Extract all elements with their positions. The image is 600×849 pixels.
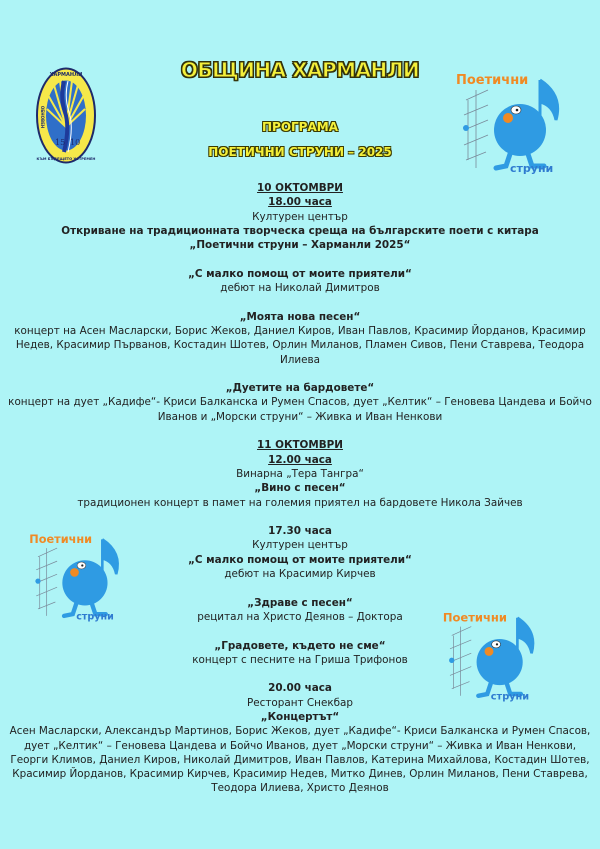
day2-block3-title: „Концертът“ bbox=[260, 710, 340, 723]
day1-event2-desc: концерт на Асен Масларски, Борис Жеков, Даниел Киров, Иван Павлов, Красимир Йорданов, Красимир Недев, Красимир Първанов, Костадин Шотев, Орлин Миланов, Пламен Сивов, Пени Ставрева, Теодора Илиева bbox=[14, 324, 586, 366]
poetic-strings-mascot-logo bbox=[448, 60, 568, 175]
crest-text-bottom: КЪМ БЪДЕЩЕТО УСТРЕМЕН bbox=[36, 157, 96, 161]
day1-opening-line2: „Поетични струни – Харманли 2025“ bbox=[189, 239, 411, 252]
mascot-word-strings: струни bbox=[510, 162, 554, 175]
day1-event1-desc: дебют на Николай Димитров bbox=[220, 282, 380, 295]
day2-block2-event3-desc: концерт с песните на Гриша Трифонов bbox=[192, 653, 408, 666]
day1-opening-line1: Откриване на традиционната творческа среща на българските поети с китара bbox=[61, 224, 539, 237]
day1-event3-title: „Дуетите на бардовете“ bbox=[225, 382, 375, 395]
day1-venue: Културен център bbox=[252, 210, 348, 223]
mascot-word-poetic: Поетични bbox=[442, 610, 507, 625]
day2-block1-title: „Вино с песен“ bbox=[254, 482, 346, 495]
day2-block1-venue: Винарна „Тера Тангра“ bbox=[236, 467, 364, 480]
program-content bbox=[0, 181, 600, 796]
day2-block2-event2-title: „Здраве с песен“ bbox=[247, 596, 353, 609]
crest-year-left: 15 bbox=[55, 138, 66, 147]
municipality-title: ОБЩИНА ХАРМАНЛИ bbox=[180, 58, 420, 82]
day2-date: 11 ОКТОМВРИ bbox=[257, 439, 343, 452]
day1-event3-desc: концерт на дует „Кадифе“- Криси Балканска и Румен Спасов, дует „Келтик“ – Геновева Цандева и Бойчо Иванов и „Морски струни“ – Живка и Иван Ненкови bbox=[8, 396, 592, 423]
day2-block2-event1-desc: дебют на Красимир Кирчев bbox=[224, 568, 376, 581]
day2-block2-venue: Културен център bbox=[252, 539, 348, 552]
day1-event2-title: „Моята нова песен“ bbox=[239, 310, 361, 323]
mascot-word-poetic: Поетични bbox=[29, 532, 93, 546]
day2-block2-event2-desc: рецитал на Христо Деянов – Доктора bbox=[197, 610, 403, 623]
day2-block3-venue: Ресторант Снекбар bbox=[247, 696, 353, 709]
day2-block2-time: 17.30 часа bbox=[268, 525, 332, 538]
day2-block1-desc: традиционен концерт в памет на големия приятел на бардовете Никола Зайчев bbox=[77, 496, 523, 509]
crest-text-left: ОБНОВЕН bbox=[40, 105, 45, 129]
day2-block3-desc: Асен Масларски, Александър Мартинов, Борис Жеков, дует „Кадифе“- Криси Балканска и Румен Спасов, дует „Келтик“ – Геновева Цандева и Бойчо Иванов, дует „Морски струни“ – Живка и Иван Ненкови, Георги Климов, Даниел Киров, Николай Димитров, Иван Павлов, Катерина Михайлова, Костадин Шотев, Красимир Йорданов, Красимир Кирчев, Красимир Недев, Митко Динев, Орлин Миланов, Пени Ставрева, Теодора Илиева, Христо Деянов bbox=[9, 725, 591, 795]
municipality-crest-logo bbox=[36, 67, 96, 164]
mascot-graphic bbox=[463, 80, 558, 168]
program-label: ПРОГРАМА bbox=[262, 120, 338, 134]
mascot-word-strings: струни bbox=[76, 611, 114, 622]
day2-block1-time: 12.00 часа bbox=[268, 453, 332, 466]
mascot-word-strings: струни bbox=[490, 691, 530, 702]
festival-title: ПОЕТИЧНИ СТРУНИ – 2025 bbox=[208, 145, 392, 159]
day2-block3-time: 20.00 часа bbox=[268, 682, 332, 695]
crest-year-right: 10 bbox=[70, 138, 81, 147]
mascot-word-poetic: Поетични bbox=[456, 73, 529, 88]
crest-text-top: ХАРМАНЛИ bbox=[49, 72, 83, 78]
day2-block2-event1-title: „С малко помощ от моите приятели“ bbox=[188, 553, 412, 566]
day2-block2-event3-title: „Градовете, където не сме“ bbox=[214, 639, 386, 652]
day1-date: 10 ОКТОМВРИ bbox=[257, 182, 343, 194]
day1-event1-title: „С малко помощ от моите приятели“ bbox=[188, 267, 412, 280]
day1-time: 18.00 часа bbox=[268, 196, 332, 209]
